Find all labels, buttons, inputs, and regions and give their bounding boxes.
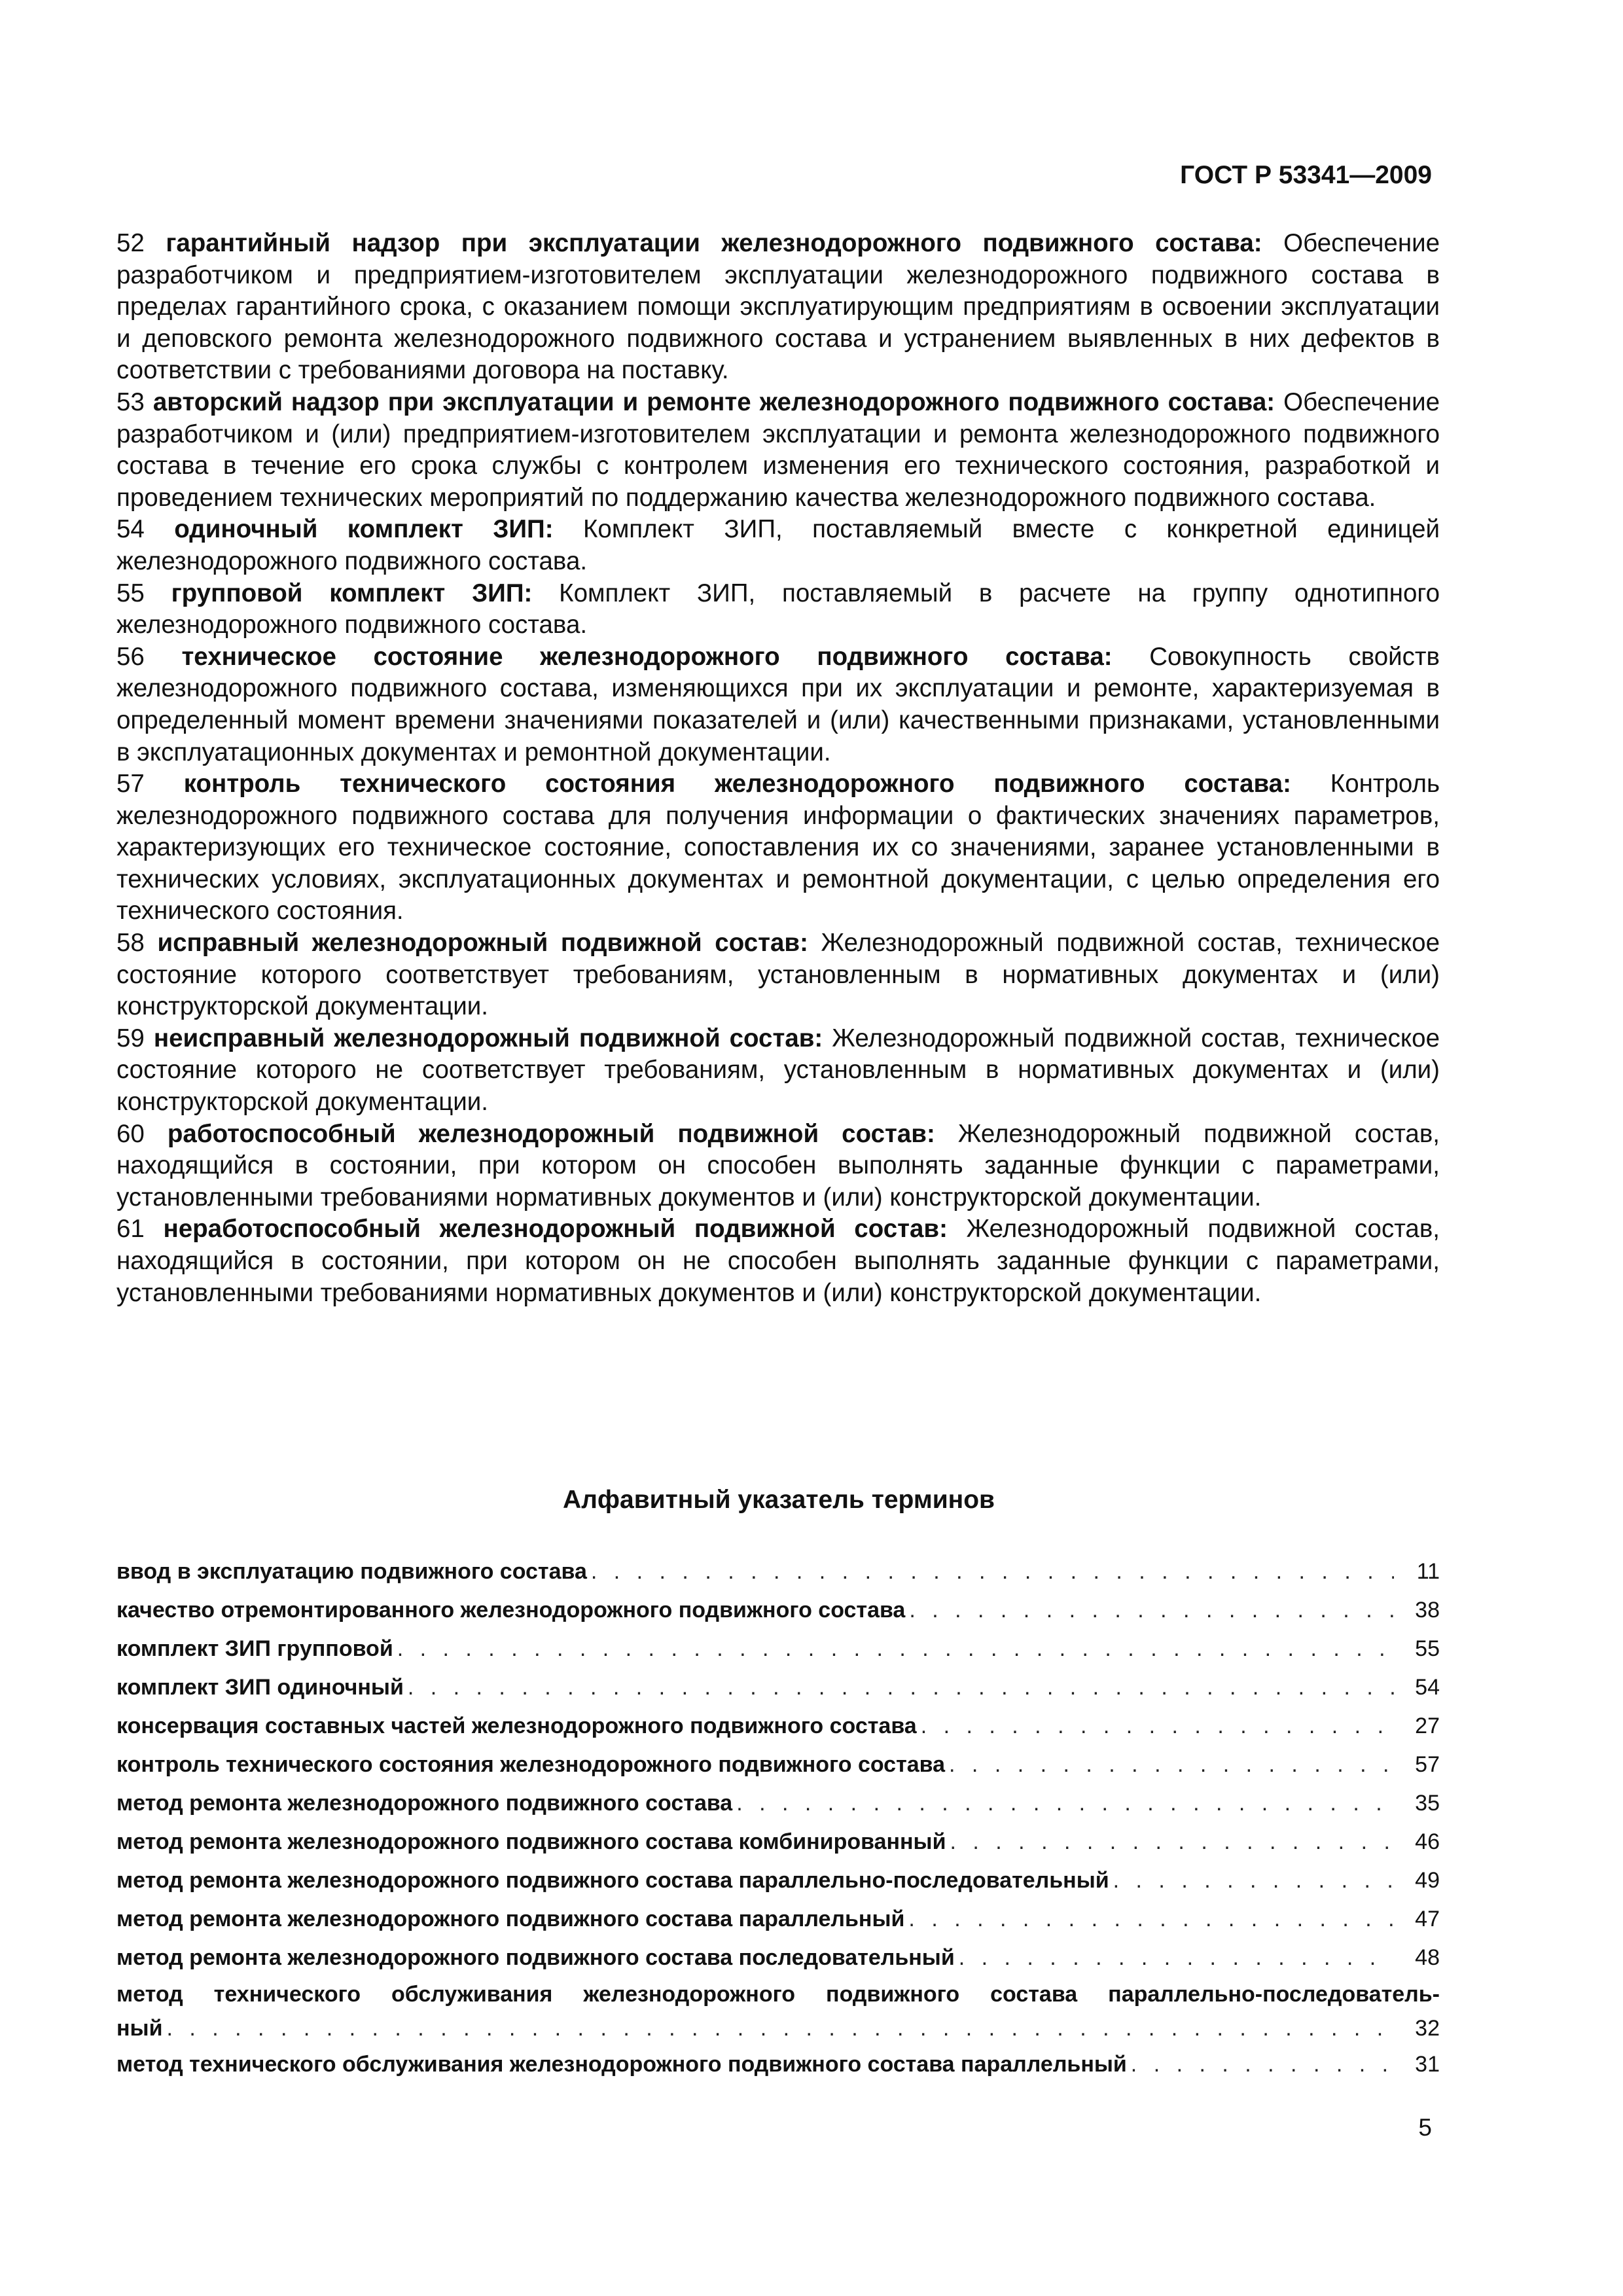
index-heading: Алфавитный указатель терминов	[562, 1486, 995, 1514]
index-term-line2: ный	[116, 2016, 163, 2041]
alphabetical-index	[116, 1552, 1440, 2084]
term-58	[116, 927, 1440, 1023]
term-title: неработоспособный железнодорожный подвижной состав:	[163, 1215, 948, 1244]
term-title: контроль технического состояния железнодорожного подвижного состава:	[183, 770, 1291, 798]
term-55	[116, 578, 1440, 641]
index-page: 46	[1415, 1829, 1440, 1854]
index-page: 38	[1415, 1598, 1440, 1623]
index-term-line1: метод технического обслуживания железнодорожного подвижного состава параллельно-последователь-	[116, 1982, 1440, 2007]
term-52	[116, 228, 1440, 387]
index-entry	[116, 1746, 1440, 1784]
index-entry	[116, 1707, 1440, 1746]
term-57	[116, 768, 1440, 927]
index-page: 48	[1415, 1945, 1440, 1970]
term-number: 58	[116, 929, 145, 958]
term-title: одиночный комплект ЗИП:	[174, 515, 554, 544]
index-term-line2-row	[116, 2011, 1440, 2045]
term-definition: Железнодорожный подвижной состав, техническое состояние которого соответствует требованиям, установленным в нормативных документах и (или) конструкторской документации.	[116, 929, 1440, 1021]
index-term: комплект ЗИП одиночный	[116, 1675, 404, 1700]
index-term: ввод в эксплуатацию подвижного состава	[116, 1559, 587, 1584]
index-entry	[116, 1861, 1440, 1900]
term-60	[116, 1119, 1440, 1214]
terms-section	[116, 228, 1440, 1309]
term-definition: Совокупность свойств железнодорожного подвижного состава, изменяющихся при их эксплуатации и ремонте, характеризуемая в определенный момент времени значениями показателей и (или) качественными признаками, установленными в эксплуатационных документах и ремонтной документации.	[116, 642, 1440, 766]
index-term: метод технического обслуживания железнодорожного подвижного состава параллельный	[116, 2052, 1127, 2077]
index-page: 11	[1416, 1559, 1440, 1584]
index-entry	[116, 1900, 1440, 1939]
term-definition: Контроль железнодорожного подвижного состава для получения информации о фактических значениях параметров, характеризующих его техническое состояние, сопоставления их со значениями, заранее установленными в технических условиях, эксплуатационных документах и ремонтной документации, с целью определения его технического состояния.	[116, 770, 1440, 925]
index-term: метод ремонта железнодорожного подвижного состава	[116, 1791, 733, 1816]
index-page: 35	[1415, 1791, 1440, 1816]
term-number: 55	[116, 579, 145, 607]
leader-dots	[904, 1900, 1394, 1939]
term-definition: Комплект ЗИП, поставляемый в расчете на группу однотипного железнодорожного подвижного состава.	[116, 579, 1440, 639]
term-54	[116, 514, 1440, 577]
term-59	[116, 1023, 1440, 1119]
index-page: 32	[1415, 2016, 1440, 2041]
index-page: 31	[1415, 2052, 1440, 2077]
term-title: техническое состояние железнодорожного подвижного состава:	[181, 642, 1113, 671]
term-number: 54	[116, 515, 145, 544]
leader-dots	[393, 1630, 1394, 1668]
term-definition: Обеспечение разработчиком и (или) предприятием-изготовителем эксплуатации и ремонта железнодорожного подвижного состава в течение его срока службы с контролем изменения его технического состояния, разработкой и проведением технических мероприятий по поддержанию качества железнодорожного подвижного состава.	[116, 387, 1440, 512]
index-page: 27	[1415, 1713, 1440, 1738]
document-code: ГОСТ Р 53341—2009	[1180, 161, 1432, 189]
leader-dots	[587, 1552, 1394, 1591]
index-entry	[116, 1591, 1440, 1630]
term-definition: Комплект ЗИП, поставляемый вместе с конкретной единицей железнодорожного подвижного состава.	[116, 515, 1440, 575]
leader-dots	[1109, 1861, 1394, 1900]
index-page: 49	[1415, 1868, 1440, 1893]
term-number: 59	[116, 1024, 145, 1052]
term-number: 56	[116, 642, 145, 671]
term-number: 53	[116, 387, 145, 416]
term-title: гарантийный надзор при эксплуатации железнодорожного подвижного состава:	[166, 229, 1262, 257]
term-definition: Железнодорожный подвижной состав, техническое состояние которого не соответствует требованиям, установленным в нормативных документах и (или) конструкторской документации.	[116, 1024, 1440, 1117]
index-page: 47	[1415, 1907, 1440, 1931]
term-61	[116, 1213, 1440, 1309]
leader-dots	[905, 1591, 1394, 1630]
index-term: метод ремонта железнодорожного подвижного состава параллельный	[116, 1907, 905, 1931]
index-entry	[116, 1630, 1440, 1668]
index-term: комплект ЗИП групповой	[116, 1636, 393, 1661]
term-definition: Железнодорожный подвижной состав, находящийся в состоянии, при котором он способен выполнять заданные функции с параметрами, установленными требованиями нормативных документов и (или) конструкторской документации.	[116, 1119, 1440, 1211]
index-entry-multiline	[116, 1977, 1440, 2045]
index-entry	[116, 1668, 1440, 1707]
term-definition: Железнодорожный подвижной состав, находящийся в состоянии, при котором он не способен выполнять заданные функции с параметрами, установленными требованиями нормативных документов и (или) конструкторской документации.	[116, 1215, 1440, 1307]
index-page: 55	[1415, 1636, 1440, 1661]
term-title: исправный железнодорожный подвижной состав:	[157, 929, 808, 958]
index-term: метод ремонта железнодорожного подвижного состава комбинированный	[116, 1829, 946, 1854]
index-term: контроль технического состояния железнодорожного подвижного состава	[116, 1752, 946, 1777]
index-term: качество отремонтированного железнодорожного подвижного состава	[116, 1598, 906, 1623]
term-title: групповой комплект ЗИП:	[171, 579, 533, 607]
leader-dots	[1127, 2045, 1394, 2084]
leader-dots	[955, 1939, 1394, 1977]
index-term: консервация составных частей железнодорожного подвижного состава	[116, 1713, 917, 1738]
index-term: метод ремонта железнодорожного подвижного состава параллельно-последовательный	[116, 1868, 1109, 1893]
index-entry	[116, 2045, 1440, 2084]
leader-dots	[917, 1707, 1394, 1746]
leader-dots	[404, 1668, 1394, 1707]
term-number: 52	[116, 229, 145, 257]
leader-dots	[945, 1746, 1394, 1784]
index-entry	[116, 1784, 1440, 1823]
term-number: 60	[116, 1119, 145, 1148]
term-number: 61	[116, 1215, 145, 1244]
term-definition: Обеспечение разработчиком и предприятием-изготовителем эксплуатации железнодорожного подвижного состава в пределах гарантийного срока, с оказанием помощи эксплуатирующим предприятиям в освоении эксплуатации и деповского ремонта железнодорожного подвижного состава и устранением выявленных в них дефектов в соответствии с требованиями договора на поставку.	[116, 229, 1440, 385]
term-56	[116, 641, 1440, 768]
page-number: 5	[1418, 2114, 1432, 2141]
term-title: неисправный железнодорожный подвижной состав:	[153, 1024, 823, 1052]
term-number: 57	[116, 770, 145, 798]
index-entry	[116, 1939, 1440, 1977]
index-entry	[116, 1823, 1440, 1861]
term-title: авторский надзор при эксплуатации и ремонте железнодорожного подвижного состава:	[152, 387, 1275, 416]
index-page: 57	[1415, 1752, 1440, 1777]
leader-dots	[162, 2011, 1394, 2045]
leader-dots	[946, 1823, 1395, 1861]
index-page: 54	[1415, 1675, 1440, 1700]
index-term: метод ремонта железнодорожного подвижного состава последовательный	[116, 1945, 955, 1970]
term-title: работоспособный железнодорожный подвижной состав:	[167, 1119, 935, 1148]
index-entry	[116, 1552, 1440, 1591]
term-53	[116, 387, 1440, 514]
leader-dots	[732, 1784, 1394, 1823]
